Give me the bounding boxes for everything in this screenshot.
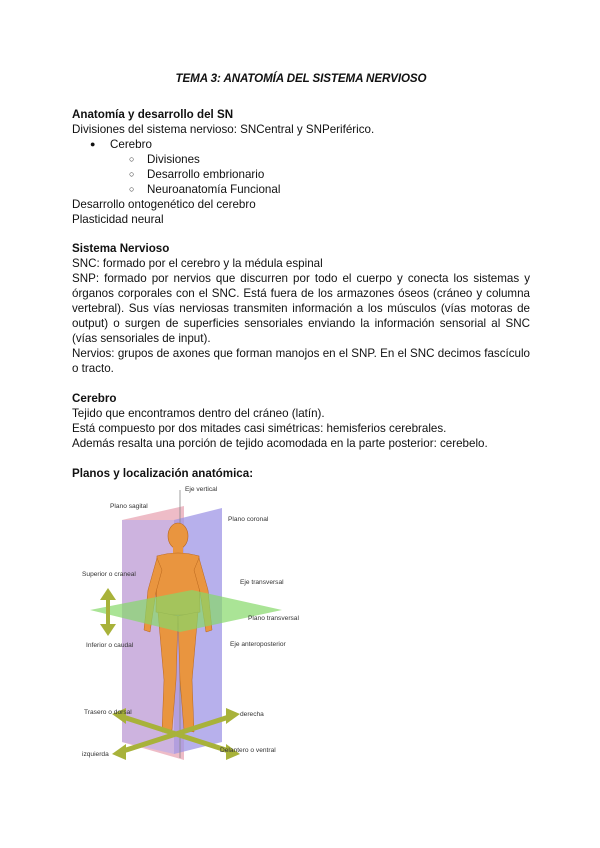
paragraph: SNP: formado por nervios que discurren por todo el cuerpo y conecta los sistemas y órganos corporales con el SNC. Está fuera de los armazones óseos (cráneo y columna vertebral). Sus vías nerviosas transmiten información a los músculos (vías motoras de output) o surgen de superficies sensoriales enviando la información sensorial al SNC (vías sensoriales de input). [72, 272, 530, 345]
label-plano-transversal: Plano transversal [248, 615, 299, 622]
section-sistema-nervioso [72, 241, 530, 376]
label-plano-coronal: Plano coronal [228, 516, 269, 523]
label-eje-anteroposterior: Eje anteroposterior [230, 641, 286, 648]
label-delantero: Delantero o ventral [220, 747, 276, 754]
paragraph: Tejido que encontramos dentro del cráneo (latín). [72, 407, 325, 420]
list-item-label: Cerebro [110, 138, 152, 151]
paragraph: Desarrollo ontogenético del cerebro [72, 198, 256, 211]
paragraph: Además resalta una porción de tejido acomodada en la parte posterior: cerebelo. [72, 437, 488, 450]
section-heading: Sistema Nervioso [72, 242, 170, 255]
section-anatomia [72, 107, 530, 227]
bullet-icon: ● [90, 139, 96, 149]
paragraph: Nervios: grupos de axones que forman manojos en el SNP. En el SNC decimos fascículo o tracto. [72, 347, 530, 375]
label-inferior: Inferior o caudal [86, 642, 134, 649]
paragraph: Está compuesto por dos mitades casi simétricas: hemisferios cerebrales. [72, 422, 447, 435]
paragraph: Divisiones del sistema nervioso: SNCentral y SNPeriférico. [72, 123, 375, 136]
section-heading: Planos y localización anatómica: [72, 467, 254, 480]
list-item [72, 167, 530, 182]
transverse-plane [90, 590, 282, 632]
label-superior: Superior o craneal [82, 571, 136, 578]
list-item-label: Desarrollo embrionario [147, 168, 265, 181]
label-eje-transversal: Eje transversal [240, 579, 284, 586]
list-item [72, 137, 530, 152]
section-heading: Anatomía y desarrollo del SN [72, 108, 234, 121]
label-eje-vertical: Eje vertical [185, 486, 218, 493]
section-heading: Cerebro [72, 392, 117, 405]
label-plano-sagital: Plano sagital [110, 503, 148, 510]
list-item [72, 182, 530, 197]
list-item [72, 152, 530, 167]
section-cerebro [72, 391, 530, 451]
paragraph: SNC: formado por el cerebro y la médula espinal [72, 257, 323, 270]
circle-bullet-icon: ○ [129, 184, 135, 194]
page-title: TEMA 3: ANATOMÍA DEL SISTEMA NERVIOSO [175, 72, 427, 85]
label-izquierda: izquierda [82, 751, 109, 758]
list-item-label: Divisiones [147, 153, 200, 166]
circle-bullet-icon: ○ [129, 169, 135, 179]
label-derecha: derecha [240, 711, 264, 718]
paragraph: Plasticidad neural [72, 213, 164, 226]
anatomical-planes-figure [82, 480, 322, 765]
section-planos [72, 466, 530, 481]
circle-bullet-icon: ○ [129, 154, 135, 164]
list-item-label: Neuroanatomía Funcional [147, 183, 281, 196]
label-trasero: Trasero o dorsal [84, 709, 132, 716]
anatomical-planes-illustration [82, 480, 322, 765]
